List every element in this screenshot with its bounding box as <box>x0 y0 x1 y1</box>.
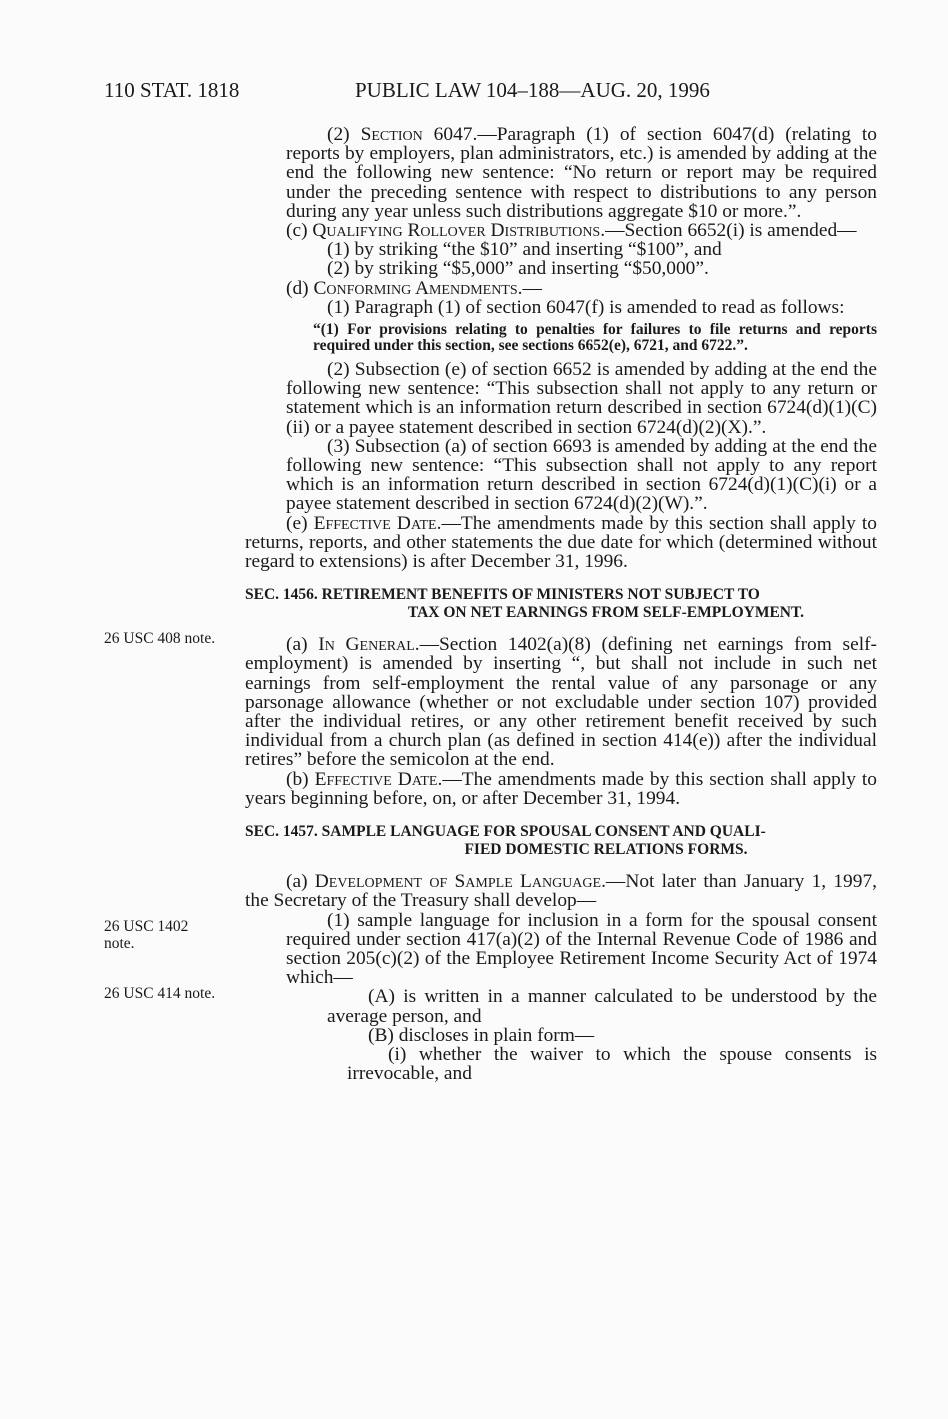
public-law-title: PUBLIC LAW 104–188—AUG. 20, 1996 <box>355 78 710 102</box>
paragraph-clause-a: (A) is written in a manner calculated to be understood by the average person, and <box>327 986 877 1027</box>
paragraph-subsection-6693a: (3) Subsection (a) of section 6693 is amended by adding at the end the following new sentence: “This subsection shall not apply to any report which is an information return described in section 6724(d)(1)(C)(i) or a payee statement described in section 6724(d)(2)(W).”. <box>286 435 877 515</box>
text-column <box>245 125 877 1083</box>
p10-text: .—Section 1402(a)(8) (defining net earnings from self-employment) is amended by inserting “, but shall not include in such net earnings from self-employment the rental value of any parsonage or any parsonage allowance (whether or not excludable under section 107) provided after the individual retires, or any other retirement benefit received by such individual from a church plan (as defined in section 414(e)) after the individual retires” before the semicolon at the end. <box>245 634 877 771</box>
paragraph-in-general <box>245 635 877 769</box>
paragraph-conforming-amendments <box>245 279 877 298</box>
margin-note-1402-line2: note. <box>104 935 135 952</box>
paragraph-effective-date-e <box>245 514 877 572</box>
p10-label: (a) <box>286 634 319 656</box>
p2-text: .—Section 6652(i) is amended— <box>600 220 857 242</box>
margin-note-1402-line1: 26 USC 1402 <box>104 918 189 935</box>
p11-text: .—The amendments made by this section shall apply to years beginning before, on, or after December 31, 1994. <box>245 768 877 809</box>
paragraph-clause-b: (B) discloses in plain form— <box>368 1024 595 1046</box>
paragraph-clause-i: (i) whether the waiver to which the spouse consents is irrevocable, and <box>347 1043 877 1085</box>
section-1457-heading <box>245 823 877 858</box>
paragraph-development-sample-language <box>245 872 877 910</box>
page-header <box>104 78 804 108</box>
section-1456-heading <box>245 586 877 621</box>
paragraph-effective-date-b <box>245 770 877 808</box>
quoted-provision: “(1) For provisions relating to penalties for failures to file returns and reports required under this section, see sections 6652(e), 6721, and 6722.”. <box>313 321 877 355</box>
p10-heading: In General <box>318 634 415 656</box>
margin-note-1402 <box>104 918 234 952</box>
p12-label: (a) <box>286 871 315 893</box>
margin-note-414: 26 USC 414 note. <box>104 985 216 1002</box>
p2-heading: Qualifying Rollover Distributions <box>312 220 601 242</box>
p5-label: (d) <box>286 277 314 299</box>
p2-label: (c) <box>286 220 313 242</box>
p1-heading: Section 6047 <box>360 124 473 145</box>
margin-note-408: 26 USC 408 note. <box>104 630 216 647</box>
paragraph-sample-language-1: (1) sample language for inclusion in a form for the spousal consent required under section 417(a)(2) of the Internal Revenue Code of 1986 and section 205(c)(2) of the Employee Retirement Income Security Act of 1974 which— <box>286 909 877 989</box>
stat-citation: 110 STAT. 1818 <box>104 78 240 102</box>
p1-text: .—Paragraph (1) of section 6047(d) (relating to reports by employers, plan administrators, etc.) is amended by adding at the end the following new sentence: “No return or report may be required under the preceding sentence with respect to distributions to any person during any year unless such distributions aggregate $10 or more.”. <box>286 124 877 222</box>
p9-text: .—The amendments made by this section shall apply to returns, reports, and other statements the due date for which (determined without regard to extensions) is after December 31, 1996. <box>245 512 877 573</box>
p9-label: (e) <box>286 512 314 534</box>
p5-text: .— <box>517 277 542 299</box>
paragraph-qualifying-rollover <box>245 221 877 240</box>
sec1457-line1: SEC. 1457. SAMPLE LANGUAGE FOR SPOUSAL CONSENT AND QUALI- <box>245 823 766 841</box>
p12-heading: Development of Sample Language <box>314 871 602 893</box>
paragraph-striking-10: (1) by striking “the $10” and inserting “$100”, and <box>327 239 722 261</box>
p11-label: (b) <box>286 768 315 790</box>
paragraph-section-6047 <box>245 125 877 221</box>
p1-label: (2) <box>327 124 361 145</box>
p12-text: .—Not later than January 1, 1997, the Secretary of the Treasury shall develop— <box>245 871 877 912</box>
p9-heading: Effective Date <box>313 512 437 534</box>
sec1457-line2: FIED DOMESTIC RELATIONS FORMS. <box>464 840 748 858</box>
p5-heading: Conforming Amendments <box>313 277 518 299</box>
paragraph-subsection-6652e: (2) Subsection (e) of section 6652 is amended by adding at the end the following new sentence: “This subsection shall not apply to any return or statement which is an information return described in section 6724(d)(1)(C)(ii) or a payee statement described in section 6724(d)(2)(X).”. <box>286 359 877 438</box>
sec1456-line2: TAX ON NET EARNINGS FROM SELF-EMPLOYMENT. <box>407 603 805 621</box>
p11-heading: Effective Date <box>314 768 438 790</box>
paragraph-6047f: (1) Paragraph (1) of section 6047(f) is amended to read as follows: <box>327 296 845 318</box>
sec1456-line1: SEC. 1456. RETIREMENT BENEFITS OF MINISTERS NOT SUBJECT TO <box>245 586 760 604</box>
paragraph-striking-5000: (2) by striking “$5,000” and inserting “$50,000”. <box>327 258 709 280</box>
